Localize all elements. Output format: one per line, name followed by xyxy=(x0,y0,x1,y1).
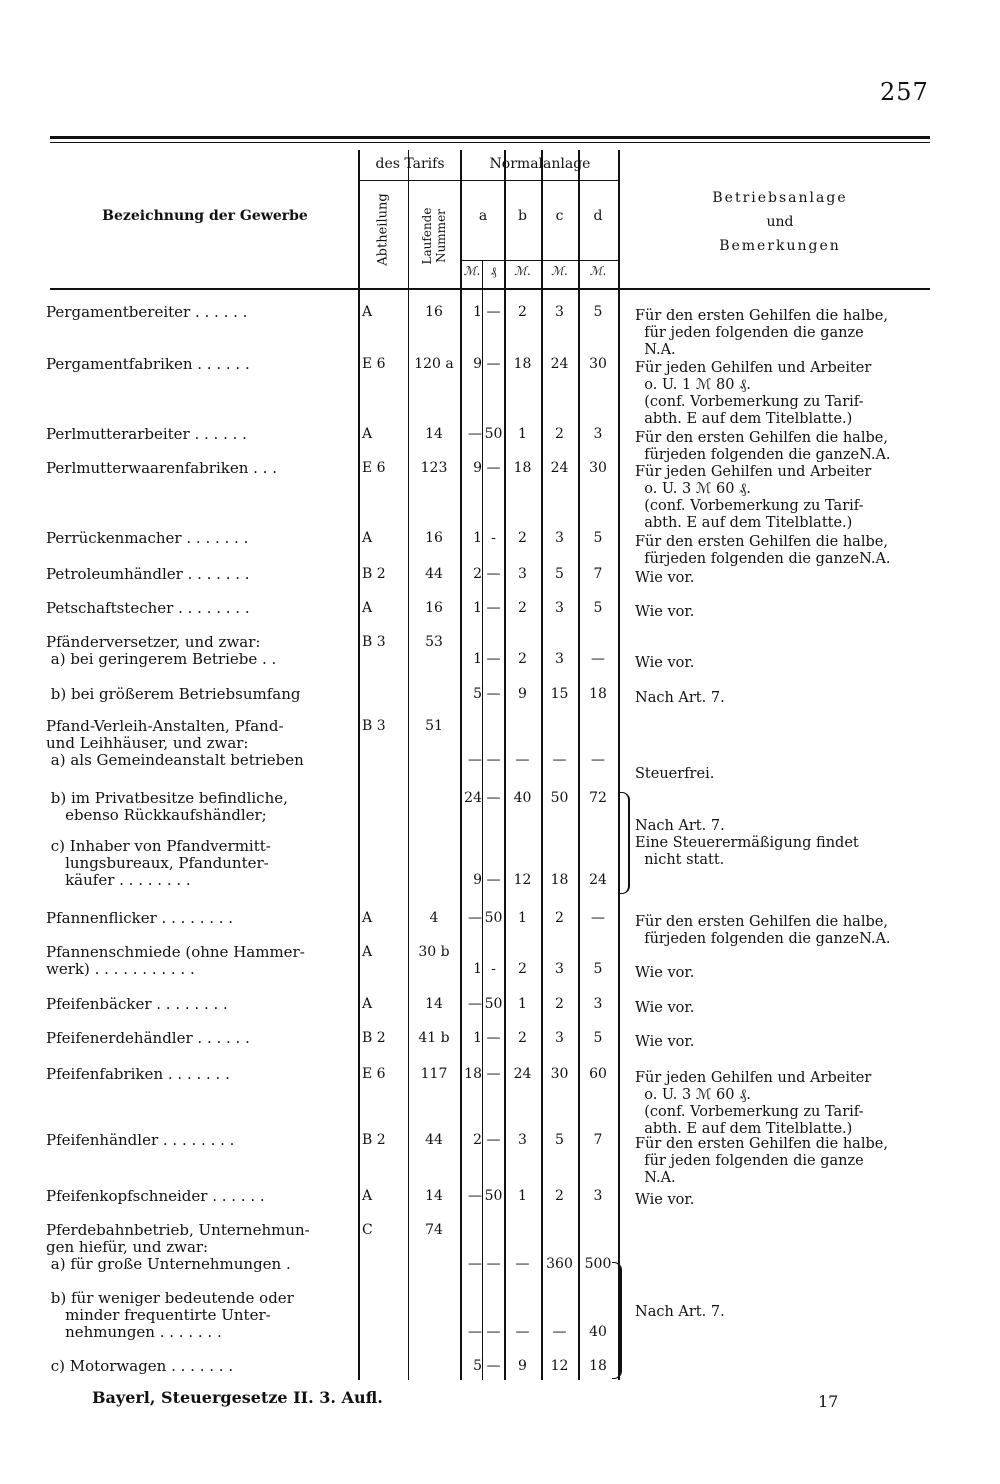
row-a-pf: — xyxy=(486,1132,501,1148)
row-a-mark: 1 xyxy=(473,651,482,667)
row-b: 2 xyxy=(518,961,527,977)
row-c: 3 xyxy=(555,304,564,320)
row-c: 2 xyxy=(555,426,564,442)
row-remark: Wie vor. xyxy=(635,1000,695,1016)
row-a-pf: — xyxy=(486,356,501,372)
row-b: 2 xyxy=(518,304,527,320)
row-remark: Wie vor. xyxy=(635,1192,695,1208)
row-a-mark: 9 xyxy=(473,872,482,888)
row-a-pf: — xyxy=(486,686,501,702)
row-remark: Für den ersten Gehilfen die halbe, für jeden folgenden die ganze N.A. xyxy=(635,1136,888,1186)
row-b: 1 xyxy=(518,910,527,926)
row-c: 2 xyxy=(555,1188,564,1204)
unit-c-m: ℳ. xyxy=(551,264,568,278)
row-remark: Für den ersten Gehilfen die halbe, fürjeden folgenden die ganzeN.A. xyxy=(635,914,891,947)
row-d: 5 xyxy=(593,530,603,546)
row-b: 3 xyxy=(518,566,527,582)
row-laufende-nummer: 41 b xyxy=(418,1030,450,1046)
row-d: 30 xyxy=(589,460,607,476)
row-a-pf: — xyxy=(486,304,501,320)
row-d: 60 xyxy=(589,1066,607,1082)
row-laufende-nummer: 14 xyxy=(425,426,443,442)
col-line-2 xyxy=(408,150,409,1380)
row-remark: Steuerfrei. xyxy=(635,766,715,782)
row-remark: Wie vor. xyxy=(635,570,695,586)
row-name: Pferdebahnbetrieb, Unternehmun- gen hiefür, und zwar: a) für große Unternehmungen . xyxy=(46,1221,310,1273)
row-name: Pfeifenerdehändler . . . . . . xyxy=(46,1029,250,1047)
row-d: 5 xyxy=(593,600,603,616)
row-abtheilung: A xyxy=(362,910,373,926)
col-line-7 xyxy=(618,150,620,1380)
unit-a-m: ℳ. xyxy=(463,264,481,278)
row-name: Pfeifenkopfschneider . . . . . . xyxy=(46,1187,265,1205)
row-b: 12 xyxy=(513,872,532,888)
hdr-sub-rule-1 xyxy=(358,180,618,181)
row-a-mark: — xyxy=(468,996,482,1012)
row-name: Pfeifenbäcker . . . . . . . . xyxy=(46,995,228,1013)
row-a-pf: — xyxy=(486,1030,501,1046)
row-laufende-nummer: 14 xyxy=(425,996,443,1012)
row-abtheilung: E 6 xyxy=(362,1066,386,1082)
col-b-header: b xyxy=(518,208,527,224)
row-abtheilung: C xyxy=(362,1222,373,1238)
row-c: — xyxy=(552,1324,567,1340)
row-a-mark: — xyxy=(468,752,482,768)
col-name-header: Bezeichnung der Gewerbe xyxy=(102,208,308,224)
col-c-header: c xyxy=(555,208,564,224)
row-remark: Für jeden Gehilfen und Arbeiter o. U. 1 ℳ 80 ₰. (conf. Vorbemerkung zu Tarif- abth. E auf dem Titelblatte.) xyxy=(635,360,872,427)
row-d: 3 xyxy=(593,426,603,442)
row-laufende-nummer: 4 xyxy=(429,910,439,926)
row-d: 24 xyxy=(589,872,607,888)
row-d: 5 xyxy=(593,304,603,320)
row-remark: Wie vor. xyxy=(635,655,695,671)
row-a-mark: 18 xyxy=(464,1066,482,1082)
footer-sheet-number: 17 xyxy=(818,1392,839,1411)
normal-group-header: Normalanlage xyxy=(489,156,591,172)
row-b: 1 xyxy=(518,1188,527,1204)
row-name: Pergamentbereiter . . . . . . xyxy=(46,303,248,321)
row-a-pf: — xyxy=(486,752,501,768)
row-a-pf: — xyxy=(486,651,501,667)
top-rule-thin xyxy=(50,142,930,143)
row-a-pf: — xyxy=(486,1324,501,1340)
row-remark: Nach Art. 7. Eine Steuerermäßigung findet nicht statt. xyxy=(635,818,859,868)
row-abtheilung: E 6 xyxy=(362,460,386,476)
row-d: 18 xyxy=(589,686,607,702)
row-name: Pfannenflicker . . . . . . . . xyxy=(46,909,234,927)
row-remark: Wie vor. xyxy=(635,1034,695,1050)
row-c: 360 xyxy=(546,1256,573,1272)
row-c: 2 xyxy=(555,996,564,1012)
row-abtheilung: A xyxy=(362,944,373,960)
row-name: Petschaftstecher . . . . . . . . xyxy=(46,599,250,617)
row-d: — xyxy=(591,651,605,667)
hdr-sub-rule-2 xyxy=(460,260,618,261)
row-abtheilung: B 2 xyxy=(362,566,386,582)
row-a-pf: — xyxy=(486,790,501,806)
row-remark: Für jeden Gehilfen und Arbeiter o. U. 3 ℳ 60 ₰. (conf. Vorbemerkung zu Tarif- abth. E auf dem Titelblatte.) xyxy=(635,1070,872,1137)
row-a-mark: 5 xyxy=(473,1358,482,1374)
row-laufende-nummer: 30 b xyxy=(418,944,450,960)
row-c: 24 xyxy=(550,356,569,372)
row-abtheilung: B 3 xyxy=(362,718,386,734)
row-b: 40 xyxy=(513,790,532,806)
row-a-mark: — xyxy=(468,426,482,442)
row-c: 2 xyxy=(555,910,564,926)
row-a-mark: 9 xyxy=(473,460,482,476)
row-b: 2 xyxy=(518,1030,527,1046)
row-a-mark: — xyxy=(468,1324,482,1340)
remarks-header-1: Betriebsanlage xyxy=(712,190,848,206)
row-d: 5 xyxy=(593,1030,603,1046)
row-name: c) Inhaber von Pfandvermitt- lungsbureaux, Pfandunter- käufer . . . . . . . . xyxy=(50,837,271,889)
row-d: 3 xyxy=(593,1188,603,1204)
row-a-pf: — xyxy=(486,600,501,616)
remarks-header-3: Bemerkungen xyxy=(719,238,841,254)
row-c: 15 xyxy=(550,686,569,702)
brace-pferdebahn xyxy=(612,1262,622,1379)
row-b: 24 xyxy=(513,1066,532,1082)
row-remark: Für jeden Gehilfen und Arbeiter o. U. 3 ℳ 60 ₰. (conf. Vorbemerkung zu Tarif- abth. E auf dem Titelblatte.) xyxy=(635,464,872,531)
row-abtheilung: B 2 xyxy=(362,1132,386,1148)
row-d: — xyxy=(591,910,605,926)
row-b: 2 xyxy=(518,600,527,616)
row-name: Pfänderversetzer, und zwar: a) bei geringerem Betriebe . . xyxy=(46,633,277,668)
row-a-mark: — xyxy=(468,910,482,926)
row-a-mark: — xyxy=(468,1256,482,1272)
row-a-pf: 50 xyxy=(484,1188,503,1204)
row-d: 500 xyxy=(584,1256,612,1272)
row-c: 3 xyxy=(555,600,564,616)
row-b: 9 xyxy=(518,1358,527,1374)
row-b: — xyxy=(515,752,530,768)
row-b: 9 xyxy=(518,686,527,702)
row-name: c) Motorwagen . . . . . . . xyxy=(46,1357,234,1375)
row-d: 7 xyxy=(593,566,603,582)
unit-a-pf: ₰ xyxy=(490,264,497,278)
row-b: 18 xyxy=(513,460,532,476)
row-laufende-nummer: 14 xyxy=(425,1188,443,1204)
row-b: — xyxy=(515,1324,530,1340)
row-name: Pfand-Verleih-Anstalten, Pfand- und Leihhäuser, und zwar: a) als Gemeindeanstalt betrieben xyxy=(46,717,304,769)
row-abtheilung: A xyxy=(362,530,373,546)
row-name: Pfeifenfabriken . . . . . . . xyxy=(46,1065,230,1083)
row-c: — xyxy=(552,752,567,768)
row-name: b) im Privatbesitze befindliche, ebenso Rückkaufshändler; xyxy=(50,789,288,824)
row-a-mark: 1 xyxy=(473,304,482,320)
row-d: 30 xyxy=(589,356,607,372)
remarks-header-2: und xyxy=(766,214,794,230)
row-c: 50 xyxy=(550,790,569,806)
row-abtheilung: B 2 xyxy=(362,1030,386,1046)
row-c: 30 xyxy=(550,1066,569,1082)
row-abtheilung: B 3 xyxy=(362,634,386,650)
row-name: b) bei größerem Betriebsumfang xyxy=(46,685,301,703)
row-remark: Für den ersten Gehilfen die halbe, fürjeden folgenden die ganzeN.A. xyxy=(635,534,891,567)
row-laufende-nummer: 120 a xyxy=(414,356,454,372)
row-b: 1 xyxy=(518,996,527,1012)
row-laufende-nummer: 44 xyxy=(425,1132,443,1148)
row-a-pf: — xyxy=(486,1066,501,1082)
row-laufende-nummer: 123 xyxy=(420,460,448,476)
row-name: Perlmutterarbeiter . . . . . . xyxy=(46,425,247,443)
row-name: Pfeifenhändler . . . . . . . . xyxy=(46,1131,235,1149)
header-bottom-rule xyxy=(50,288,930,290)
col-d-header: d xyxy=(593,208,603,224)
row-name: Perrückenmacher . . . . . . . xyxy=(46,529,249,547)
row-laufende-nummer: 16 xyxy=(425,600,443,616)
row-a-mark: 1 xyxy=(473,530,482,546)
row-a-pf: — xyxy=(486,566,501,582)
row-a-pf: 50 xyxy=(484,426,503,442)
row-name: Pfannenschmiede (ohne Hammer- werk) . . . . . . . . . . . xyxy=(46,943,305,978)
row-c: 12 xyxy=(550,1358,569,1374)
laufende-header: Laufende Nummer xyxy=(420,207,448,265)
row-b: 1 xyxy=(518,426,527,442)
unit-d-m: ℳ. xyxy=(589,264,607,278)
tarif-group-header: des Tarifs xyxy=(375,156,445,172)
row-laufende-nummer: 53 xyxy=(425,634,443,650)
row-a-pf: 50 xyxy=(484,996,503,1012)
row-abtheilung: E 6 xyxy=(362,356,386,372)
row-a-mark: 2 xyxy=(473,1132,482,1148)
row-b: — xyxy=(515,1256,530,1272)
row-c: 18 xyxy=(550,872,569,888)
row-a-mark: 1 xyxy=(473,600,482,616)
row-b: 18 xyxy=(513,356,532,372)
abtheilung-header: Abtheilung xyxy=(375,193,391,266)
row-c: 5 xyxy=(555,1132,564,1148)
row-remark: Nach Art. 7. xyxy=(635,1304,725,1320)
row-remark: Für den ersten Gehilfen die halbe, für jeden folgenden die ganze N.A. xyxy=(635,308,888,358)
row-a-pf: — xyxy=(486,460,501,476)
row-a-mark: — xyxy=(468,1188,482,1204)
unit-b-m: ℳ. xyxy=(514,264,531,278)
row-b: 2 xyxy=(518,530,527,546)
brace-pfand xyxy=(620,792,630,894)
row-a-pf: 50 xyxy=(484,910,503,926)
row-a-mark: 1 xyxy=(473,1030,482,1046)
row-c: 3 xyxy=(555,961,564,977)
row-b: 2 xyxy=(518,651,527,667)
row-remark: Nach Art. 7. xyxy=(635,690,725,706)
row-laufende-nummer: 117 xyxy=(420,1066,448,1082)
row-a-pf: - xyxy=(491,530,496,546)
row-a-mark: 24 xyxy=(464,790,482,806)
row-c: 5 xyxy=(555,566,564,582)
row-laufende-nummer: 51 xyxy=(425,718,443,734)
row-name: Pergamentfabriken . . . . . . xyxy=(46,355,250,373)
row-a-mark: 5 xyxy=(473,686,482,702)
row-c: 3 xyxy=(555,530,564,546)
row-remark: Wie vor. xyxy=(635,965,695,981)
footer-source: Bayerl, Steuergesetze II. 3. Aufl. xyxy=(92,1388,383,1407)
row-abtheilung: A xyxy=(362,996,373,1012)
row-laufende-nummer: 44 xyxy=(425,566,443,582)
row-d: 18 xyxy=(589,1358,607,1374)
row-d: 3 xyxy=(593,996,603,1012)
row-name: Petroleumhändler . . . . . . . xyxy=(46,565,250,583)
row-a-pf: - xyxy=(491,961,496,977)
col-line-1 xyxy=(358,150,360,1380)
row-c: 24 xyxy=(550,460,569,476)
top-rule xyxy=(50,136,930,139)
row-laufende-nummer: 16 xyxy=(425,304,443,320)
row-c: 3 xyxy=(555,1030,564,1046)
row-d: 40 xyxy=(589,1324,607,1340)
row-abtheilung: A xyxy=(362,1188,373,1204)
page-number: 257 xyxy=(880,78,929,106)
col-a-header: a xyxy=(478,208,488,224)
row-name: b) für weniger bedeutende oder minder frequentirte Unter- nehmungen . . . . . . . xyxy=(50,1289,294,1341)
row-d: — xyxy=(591,752,605,768)
row-a-mark: 2 xyxy=(473,566,482,582)
row-abtheilung: A xyxy=(362,426,373,442)
row-b: 3 xyxy=(518,1132,527,1148)
row-a-mark: 9 xyxy=(473,356,482,372)
row-c: 3 xyxy=(555,651,564,667)
row-d: 72 xyxy=(589,790,607,806)
row-abtheilung: A xyxy=(362,304,373,320)
row-laufende-nummer: 16 xyxy=(425,530,443,546)
row-a-pf: — xyxy=(486,1358,501,1374)
row-remark: Für den ersten Gehilfen die halbe, fürjeden folgenden die ganzeN.A. xyxy=(635,430,891,463)
row-d: 5 xyxy=(593,961,603,977)
row-d: 7 xyxy=(593,1132,603,1148)
row-abtheilung: A xyxy=(362,600,373,616)
row-laufende-nummer: 74 xyxy=(425,1222,443,1238)
row-a-pf: — xyxy=(486,1256,501,1272)
row-a-mark: 1 xyxy=(473,961,482,977)
row-remark: Wie vor. xyxy=(635,604,695,620)
row-name: Perlmutterwaarenfabriken . . . xyxy=(46,459,277,477)
row-a-pf: — xyxy=(486,872,501,888)
